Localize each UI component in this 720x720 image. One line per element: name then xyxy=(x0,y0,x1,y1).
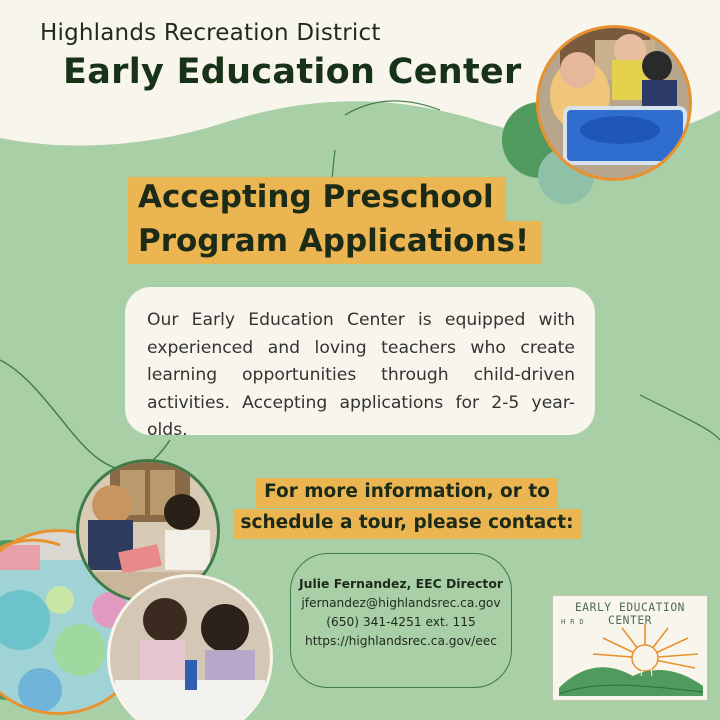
headline xyxy=(128,177,541,264)
contact-website[interactable]: https://highlandsrec.ca.gov/eec xyxy=(305,634,497,648)
description-text: Our Early Education Center is equipped with experienced and loving teachers who create learning opportunities through child-driven activities. Accepting applications for 2-5 year-olds. xyxy=(147,310,575,440)
decor-curve xyxy=(640,395,720,440)
headline-line-2: Program Applications! xyxy=(128,221,541,265)
info-heading xyxy=(226,478,588,539)
logo-subtitle: HRD xyxy=(561,618,589,626)
contact-card xyxy=(290,553,512,688)
logo-title: EARLY EDUCATION CENTER xyxy=(574,601,686,627)
info-line-1: For more information, or to xyxy=(256,478,558,508)
page-title: Early Education Center xyxy=(63,52,522,92)
info-line-2: schedule a tour, please contact: xyxy=(233,509,582,539)
organization-name: Highlands Recreation District xyxy=(40,20,381,46)
description-card xyxy=(125,287,595,440)
contact-name: Julie Fernandez, EEC Director xyxy=(299,576,503,591)
headline-line-1: Accepting Preschool xyxy=(128,177,506,221)
contact-email[interactable]: jfernandez@highlandsrec.ca.gov xyxy=(301,596,501,610)
logo-sun-mountain-icon xyxy=(553,596,709,702)
eec-logo xyxy=(552,595,708,701)
contact-phone[interactable]: (650) 341-4251 ext. 115 xyxy=(326,615,476,629)
